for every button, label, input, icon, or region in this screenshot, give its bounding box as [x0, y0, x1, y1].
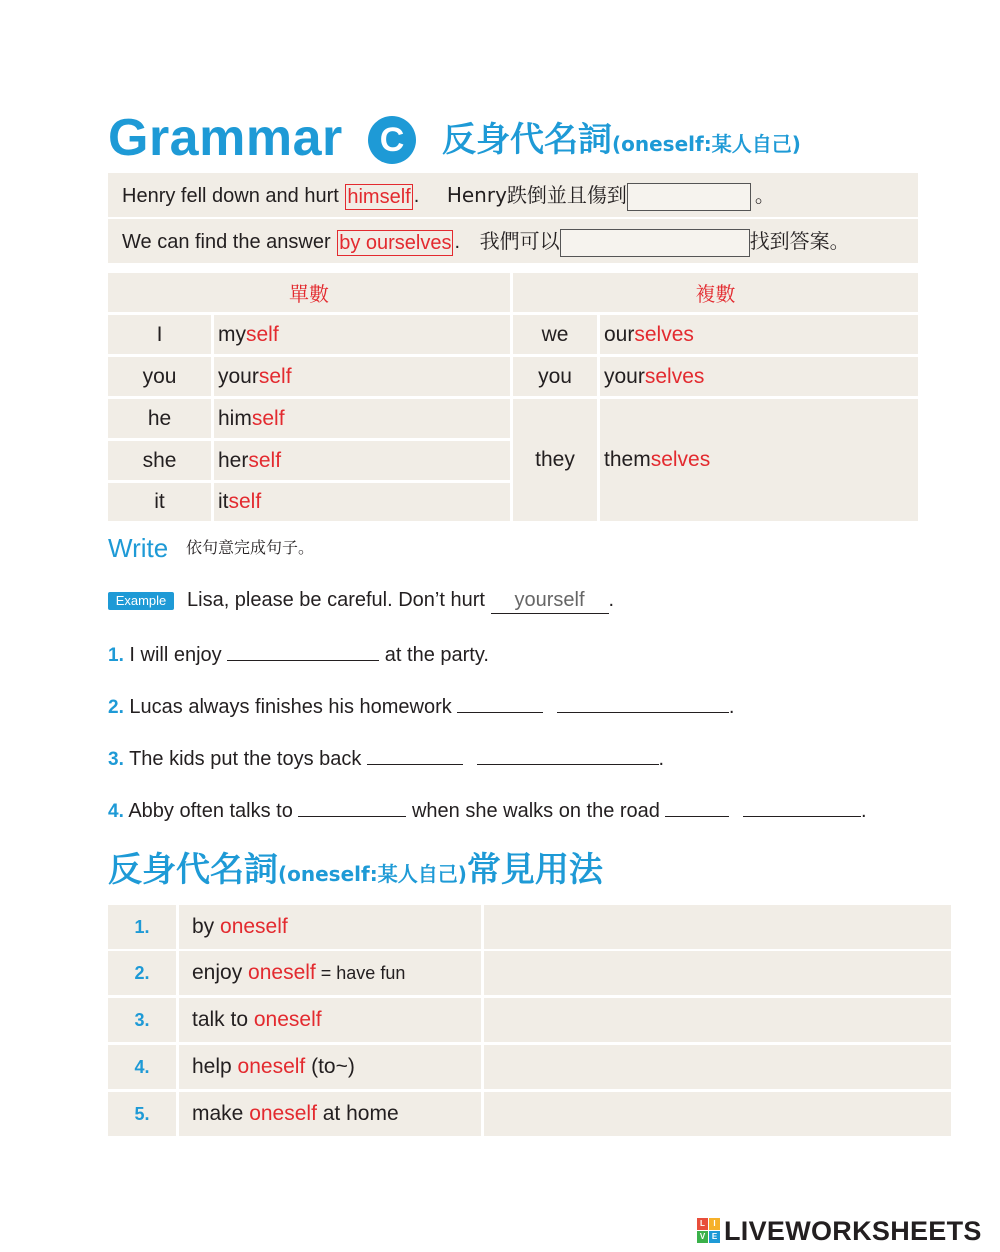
plural-reflexive: them selves [600, 399, 918, 521]
intro-translation-end: 找到答案。 [749, 229, 850, 253]
example-sentence: Lisa, please be careful. Don’t hurt yourself . [187, 587, 614, 614]
usage-row [108, 951, 951, 995]
answer-blank[interactable] [227, 639, 379, 661]
plural-header: 複數 [513, 273, 918, 312]
answer-blank[interactable] [367, 743, 463, 765]
intro-text: We can find the answer [122, 231, 337, 253]
usage-phrase: enjoy oneself = have fun [179, 951, 481, 995]
plural-pronoun: you [513, 357, 597, 396]
logo-text: LIVEWORKSHEETS [724, 1216, 982, 1246]
usage-answer-cell[interactable] [484, 998, 951, 1042]
usage-phrase: make oneself at home [179, 1092, 481, 1136]
write-label: Write [108, 533, 169, 563]
answer-blank[interactable] [477, 743, 659, 765]
example-tag: Example [108, 592, 174, 610]
liveworksheets-logo[interactable] [697, 1216, 982, 1246]
intro-blank-1[interactable] [627, 183, 751, 211]
answer-blank[interactable] [665, 795, 729, 817]
topic-heading [442, 118, 801, 166]
usage-phrase: by oneself [179, 905, 481, 949]
usage-row [108, 998, 951, 1042]
usage-phrase: help oneself (to~) [179, 1045, 481, 1089]
topic-sub: (oneself:某人自己) [612, 132, 801, 156]
usage-row [108, 1092, 951, 1136]
singular-pronoun: she [108, 441, 211, 480]
write-instruction: 依句意完成句子。 [186, 538, 315, 557]
plural-pronoun: we [513, 315, 597, 354]
usage-number: 2. [108, 951, 176, 995]
plural-reflexive: your selves [600, 357, 918, 396]
question-number: 4. [108, 801, 124, 822]
usage-row [108, 1045, 951, 1089]
intro-row-2 [108, 219, 918, 263]
question-3: 3. The kids put the toys back . [108, 743, 664, 773]
answer-blank[interactable] [298, 795, 406, 817]
singular-pronoun: it [108, 483, 211, 521]
usage-answer-cell[interactable] [484, 905, 951, 949]
answer-blank[interactable] [743, 795, 861, 817]
singular-pronoun: he [108, 399, 211, 438]
singular-reflexive: her self [214, 441, 510, 480]
question-4: 4. Abby often talks to when she walks on the road . [108, 795, 867, 825]
logo-icon: L I V E [697, 1218, 721, 1244]
section-badge: C [368, 116, 416, 164]
topic-zh: 反身代名詞 [442, 120, 612, 160]
usage-row [108, 905, 951, 949]
question-number: 3. [108, 749, 124, 770]
usage-phrase: talk to oneself [179, 998, 481, 1042]
page-title: Grammar [108, 109, 343, 167]
usage-heading: 反身代名詞(oneself:某人自己)常見用法 [108, 850, 603, 890]
intro-text: . [413, 185, 420, 207]
singular-reflexive: your self [214, 357, 510, 396]
question-number: 1. [108, 645, 124, 666]
usage-answer-cell[interactable] [484, 1092, 951, 1136]
intro-row-1 [108, 173, 918, 217]
example-answer: yourself [491, 587, 609, 614]
intro-translation: 我們可以 [479, 229, 560, 253]
intro-text: Henry fell down and hurt [122, 185, 345, 207]
singular-reflexive: my self [214, 315, 510, 354]
intro-text: . [454, 231, 461, 253]
usage-number: 1. [108, 905, 176, 949]
intro-answer: by ourselves [339, 231, 452, 254]
question-number: 2. [108, 697, 124, 718]
usage-answer-cell[interactable] [484, 951, 951, 995]
usage-number: 3. [108, 998, 176, 1042]
answer-blank[interactable] [557, 691, 729, 713]
usage-number: 5. [108, 1092, 176, 1136]
plural-pronoun: they [513, 399, 597, 521]
question-1: 1. I will enjoy at the party. [108, 639, 489, 669]
singular-pronoun: you [108, 357, 211, 396]
plural-reflexive: our selves [600, 315, 918, 354]
usage-number: 4. [108, 1045, 176, 1089]
singular-reflexive: it self [214, 483, 510, 521]
intro-translation: Henry跌倒並且傷到 [446, 183, 627, 207]
intro-translation-end: 。 [754, 183, 775, 207]
intro-answer: himself [347, 185, 411, 208]
singular-reflexive: him self [214, 399, 510, 438]
intro-blank-2[interactable] [560, 229, 750, 257]
singular-header: 單數 [108, 273, 510, 312]
singular-pronoun: I [108, 315, 211, 354]
answer-blank[interactable] [457, 691, 543, 713]
pronoun-table [108, 273, 918, 521]
question-2: 2. Lucas always finishes his homework . [108, 691, 734, 721]
usage-answer-cell[interactable] [484, 1045, 951, 1089]
